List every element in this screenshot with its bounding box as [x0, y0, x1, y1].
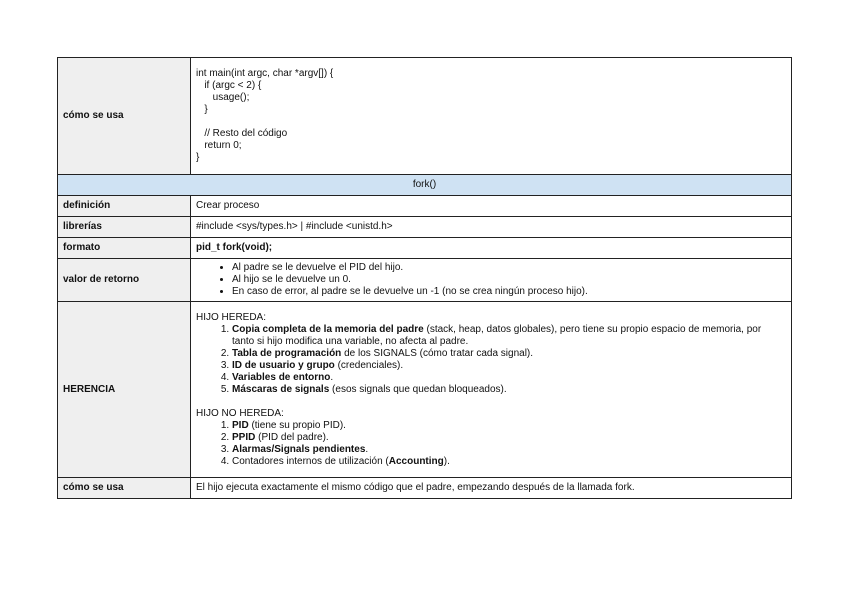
row-label: librerías — [58, 217, 191, 238]
row-label: cómo se usa — [58, 58, 191, 175]
row-label: cómo se usa — [58, 478, 191, 499]
not-inherits-title: HIJO NO HEREDA: — [196, 407, 284, 419]
syscall-reference-table — [57, 57, 792, 499]
list-item: • Al padre se le devuelve el PID del hijo. — [232, 262, 786, 274]
not-inherits-list — [196, 420, 786, 468]
list-item: 3. ID de usuario y grupo (credenciales). — [232, 360, 786, 372]
definition-value: Crear proceso — [191, 196, 792, 217]
return-value-cell — [191, 259, 792, 302]
inherits-list — [196, 324, 786, 396]
row-label: formato — [58, 238, 191, 259]
return-value-list — [196, 262, 786, 298]
row-label: valor de retorno — [58, 259, 191, 302]
section-header-row — [58, 175, 792, 196]
list-item: • Al hijo se le devuelve un 0. — [232, 274, 786, 286]
inherits-title: HIJO HEREDA: — [196, 311, 267, 323]
list-item: 1. PID (tiene su propio PID). — [232, 420, 786, 432]
definition-row — [58, 196, 792, 217]
row-label: HERENCIA — [58, 302, 191, 478]
row-label: definición — [58, 196, 191, 217]
list-item: 5. Máscaras de signals (esos signals que quedan bloqueados). — [232, 384, 786, 396]
code-block: int main(int argc, char *argv[]) { if (argc < 2) { usage(); } // Resto del código return 0; } — [196, 68, 334, 163]
usage-value: El hijo ejecuta exactamente el mismo código que el padre, empezando después de la llamada fork. — [191, 478, 792, 499]
list-item: • En caso de error, al padre se le devuelve un -1 (no se crea ningún proceso hijo). — [232, 286, 786, 298]
code-example-cell — [191, 58, 792, 175]
list-item: 4. Variables de entorno. — [232, 372, 786, 384]
list-item: 1. Copia completa de la memoria del padre (stack, heap, datos globales), pero tiene su propio espacio de memoria, por tanto si hijo modifica una variable, no afecta al padre. — [232, 324, 786, 348]
format-row — [58, 238, 792, 259]
format-value: pid_t fork(void); — [191, 238, 792, 259]
usage-code-row — [58, 58, 792, 175]
libraries-row — [58, 217, 792, 238]
list-item: 4. Contadores internos de utilización (Accounting). — [232, 456, 786, 468]
inheritance-cell — [191, 302, 792, 478]
section-title: fork() — [58, 175, 792, 196]
usage-row — [58, 478, 792, 499]
return-value-row — [58, 259, 792, 302]
libraries-value: #include <sys/types.h> | #include <unistd.h> — [191, 217, 792, 238]
list-item: 3. Alarmas/Signals pendientes. — [232, 444, 786, 456]
list-item: 2. PPID (PID del padre). — [232, 432, 786, 444]
list-item: 2. Tabla de programación de los SIGNALS (cómo tratar cada signal). — [232, 348, 786, 360]
inheritance-row — [58, 302, 792, 478]
